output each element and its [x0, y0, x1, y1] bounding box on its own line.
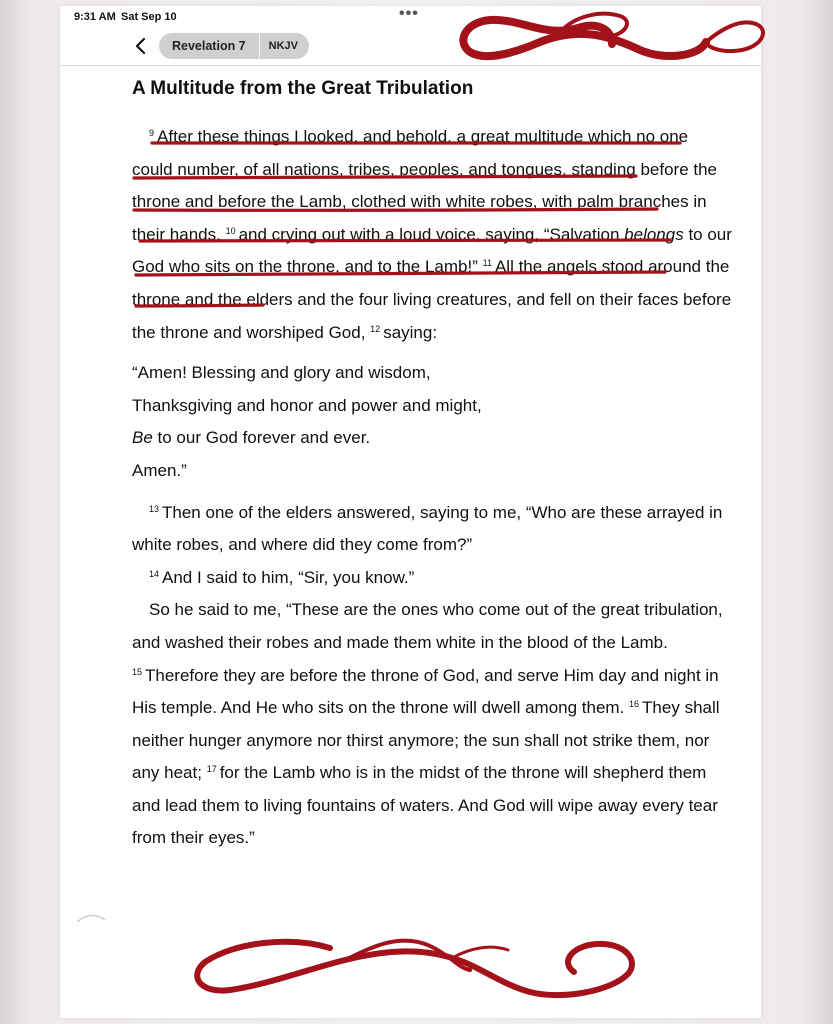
- verse-16-text: They shall neither hunger anymore nor thirst anymore; the sun shall not strike them, nor any heat;: [132, 698, 720, 783]
- poetry-line-rest: to our God forever and ever.: [157, 428, 371, 448]
- verse-9-text: After these things I looked, and behold, a great multitude which no one could number, of all nations, tribes, peoples, and tongues, standing before the throne and before the Lamb, clothed with white robes, with palm branches in their hands,: [132, 127, 718, 244]
- paragraph-2: [132, 497, 732, 562]
- verse-number-17[interactable]: 17: [206, 764, 217, 775]
- paragraph-4: [132, 594, 732, 855]
- verse-10-italic: belongs: [624, 224, 684, 244]
- verse-11-text: All the angels stood around the throne and the elders and the four living creatures, and fell on their faces before the throne and worshiped God,: [132, 257, 732, 342]
- verse-number-13[interactable]: 13: [149, 503, 160, 514]
- poetry-line: Thanksgiving and honor and power and might,: [132, 395, 482, 415]
- ellipsis-icon[interactable]: •••: [399, 6, 419, 22]
- verse-number-15[interactable]: 15: [132, 666, 143, 677]
- version-button[interactable]: NKJV: [268, 40, 298, 52]
- verse-number-10[interactable]: 10: [225, 225, 236, 236]
- poetry-block: [132, 357, 732, 487]
- header-divider: [60, 65, 761, 66]
- verse-17-text: for the Lamb who is in the midst of the throne will shepherd them and lead them to living fountains of waters. And God will wipe away every tear from their eyes.”: [132, 763, 718, 848]
- status-time: 9:31 AM: [74, 11, 116, 23]
- verse-15-text: Therefore they are before the throne of God, and serve Him day and night in His temple. And He who sits on the throne will dwell among them.: [132, 665, 719, 718]
- poetry-italic: Be: [132, 428, 153, 448]
- book-chapter-button[interactable]: Revelation 7: [159, 33, 260, 59]
- verse-14-text: And I said to him, “Sir, you know.”: [162, 567, 415, 587]
- verse-number-11[interactable]: 11: [482, 258, 492, 269]
- verse-number-12[interactable]: 12: [370, 323, 381, 334]
- verse-10-text-b: to our God who sits on the throne, and to the Lamb!”: [132, 224, 732, 277]
- section-heading: A Multitude from the Great Tribulation: [132, 78, 474, 99]
- status-date: Sat Sep 10: [121, 11, 177, 23]
- bible-reader-screen: [60, 6, 761, 1018]
- passage-content: [132, 76, 732, 855]
- verse-number-16[interactable]: 16: [629, 699, 640, 710]
- passage-selector: [159, 33, 309, 59]
- page-curl-icon: [75, 908, 109, 928]
- poetry-line: “Amen! Blessing and glory and wisdom,: [132, 363, 431, 383]
- poetry-line: [132, 422, 732, 455]
- paragraph-1: [132, 121, 732, 349]
- verse-number-9[interactable]: 9: [149, 128, 155, 138]
- poetry-line: Amen.”: [132, 460, 187, 480]
- verse-number-14[interactable]: 14: [149, 568, 160, 579]
- verse-10-text-a: and crying out with a loud voice, saying, “Salvation: [238, 224, 620, 244]
- verse-13-text: Then one of the elders answered, saying to me, “Who are these arrayed in white robes, and where did they come from?”: [132, 502, 723, 555]
- paragraph-4-text: So he said to me, “These are the ones who come out of the great tribulation, and washed their robes and made them white in the blood of the Lamb.: [132, 600, 723, 652]
- chevron-left-icon[interactable]: [131, 34, 151, 58]
- paragraph-3: [132, 562, 732, 595]
- verse-12-text: saying:: [383, 322, 438, 342]
